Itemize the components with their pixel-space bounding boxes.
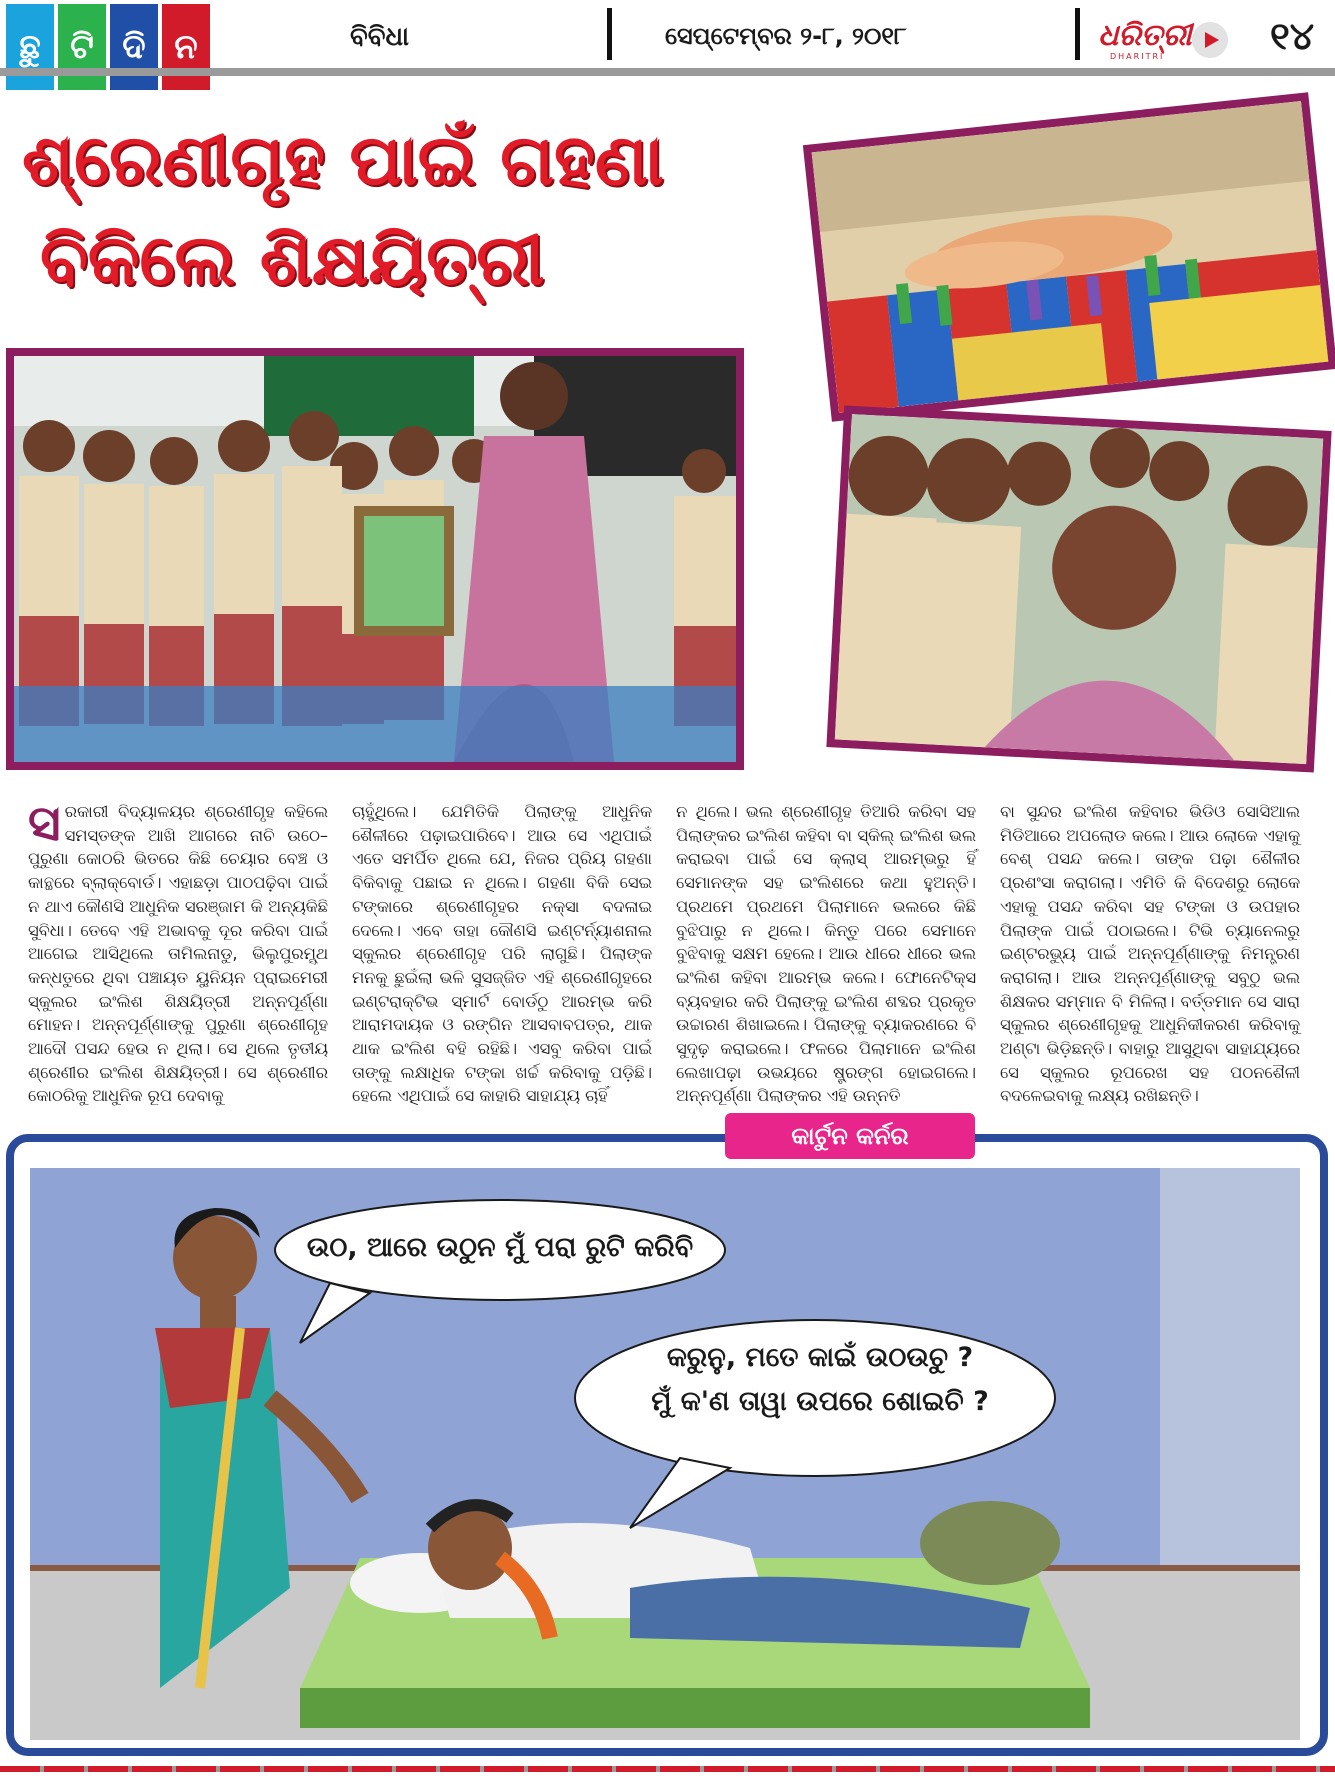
article-text: ଚାହୁଁଥିଲେ। ଯେମିତିକି ପିଲାଙ୍କୁ ଆଧୁନିକ ଶୈଳୀରେ ପଢ଼ାଇପାରିବେ। ଆଉ ସେ ଏଥିପାଇଁ ଏତେ ସମର୍ପିତ ଥିଲେ ଯେ, ନିଜର ପ୍ରିୟ ଗହଣା ବିକିବାକୁ ପଛାଇ ନ ଥିଲେ। ଗହଣା ବିକି ସେଇ ଟଙ୍କାରେ ଶ୍ରେଣୀଗୃହର ନକ୍ସା ବଦଳାଇ ଦେଲେ। ଏବେ ତାହା କୌଣସି ଇଣ୍ଟର୍ନ୍ୟାଶନାଲ ସ୍କୁଲର ଶ୍ରେଣୀଗୃହ ପରି ଲାଗୁଛି। ପିଲାଙ୍କ ମନକୁ ଛୁଇଁଲା ଭଳି ସୁସଜ୍ଜିତ ଏହି ଶ୍ରେଣୀଗୃହରେ ଇଣ୍ଟରାକ୍ଟିଭ ସ୍ମାର୍ଟ ବୋର୍ଡଠୁ ଆରମ୍ଭ କରି ଆରାମଦାୟକ ଓ ରଙ୍ଗିନ ଆସବାବପତ୍ର, ଥାକ ଥାକ ଇଂଲିଶ ବହି ରହିଛି। ଏସବୁ କରିବା ପାଇଁ ତାଙ୍କୁ ଲକ୍ଷାଧିକ ଟଙ୍କା ଖର୍ଚ୍ଚ କରିବାକୁ ପଡ଼ିଛି। ହେଲେ ଏଥିପାଇଁ ସେ କାହାରି ସାହାଯ୍ୟ ଚାହିଁ [352,802,652,1106]
footer-bar [0,1766,1335,1772]
brand-logo: ଧରିତ୍ରୀ [1098,18,1192,53]
dropcap: ସ [28,794,61,852]
article-column-3 [676,800,976,1108]
article-text: ବା ସୁନ୍ଦର ଇଂଲିଶ କହିବାର ଭିଡିଓ ସୋସିଆଲ ମିଡିଆରେ ଅପଲୋଡ କଲେ। ଆଉ ଲୋକେ ଏହାକୁ ବେଶ୍ ପସନ୍ଦ କଲେ। ତାଙ୍କ ପଢ଼ା ଶୈଳୀର ପ୍ରଶଂସା କରାଗଲା। ଏମିତି କି ବିଦେଶରୁ ଲୋକେ ଏହାକୁ ପସନ୍ଦ କରିବା ସହ ଟଙ୍କା ଓ ଉପହାର ପିଲାଙ୍କ ପାଇଁ ପଠାଇଲେ। ଟିଭି ଚ୍ୟାନେଲରୁ ଇଣ୍ଟରଭ୍ୟୁ ପାଇଁ ଅନ୍ନପୂର୍ଣ୍ଣାଙ୍କୁ ନିମନ୍ତ୍ରଣ କରାଗଲା। ଆଉ ଅନ୍ନପୂର୍ଣ୍ଣାଙ୍କୁ ସବୁଠୁ ଭଲ ଶିକ୍ଷକର ସମ୍ମାନ ବି ମିଳିଲା। ବର୍ତ୍ତମାନ ସେ ସାରା ସ୍କୁଲର ଶ୍ରେଣୀଗୃହକୁ ଆଧୁନିକୀକରଣ କରିବାକୁ ଅଣ୍ଟା ଭିଡ଼ିଛନ୍ତି। ବାହାରୁ ଆସୁଥିବା ସାହାଯ୍ୟରେ ସେ ସ୍କୁଲର ରୂପରେଖ ସହ ପଠନଶୈଳୀ ବଦଳେଇବାକୁ ଲକ୍ଷ୍ୟ ରଖିଛନ୍ତି। [1000,802,1300,1106]
article-text: ନ ଥିଲେ। ଭଲ ଶ୍ରେଣୀଗୃହ ତିଆରି କରିବା ସହ ପିଲାଙ୍କର ଇଂଲିଶ କହିବା ବା ସ୍କିଲ୍ ଇଂଲିଶ ଭଲ କରାଇବା ପାଇଁ ସେ କ୍ଲାସ୍ ଆରମ୍ଭରୁ ହିଁ ସେମାନଙ୍କ ସହ ଇଂଲିଶରେ କଥା ହୁଅନ୍ତି। ପ୍ରଥମେ ପ୍ରଥମେ ପିଲାମାନେ ଭଲରେ କିଛି ବୁଝିପାରୁ ନ ଥିଲେ। କିନ୍ତୁ ପରେ ସେମାନେ ବୁଝିବାକୁ ସକ୍ଷମ ହେଲେ। ଆଉ ଧୀରେ ଧୀରେ ଭଲ ଇଂଲିଶ କହିବା ଆରମ୍ଭ କଲେ। ଫୋନେଟିକ୍ସ ବ୍ୟବହାର କରି ପିଲାଙ୍କୁ ଇଂଲିଶ ଶବ୍ଦର ପ୍ରକୃତ ଉଚ୍ଚାରଣ ଶିଖାଇଲେ। ପିଲାଙ୍କୁ ବ୍ୟାକରଣରେ ବି ସୁଦୃଢ଼ କରାଇଲେ। ଫଳରେ ପିଲାମାନେ ଇଂଲିଶ ଲେଖାପଢ଼ା ଉଭୟରେ ଷ୍ଟ୍ରଙ୍ଗ ହୋଇଗଲେ। ଅନ୍ନପୂର୍ଣ୍ଣା ପିଲାଙ୍କର ଏହି ଉନ୍ନତି [676,802,976,1106]
header-bar [0,68,1335,76]
article-text: ରକାରୀ ବିଦ୍ୟାଳୟର ଶ୍ରେଣୀଗୃହ କହିଲେ ସମସ୍ତଙ୍କ ଆଖି ଆଗରେ ନାଚି ଉଠେ– ପୁରୁଣା କୋଠରି ଭିତରେ କିଛି ଚେୟାର ବେଞ୍ଚ ଓ କାନ୍ଥରେ ବ୍ଲାକ୍‌ବୋର୍ଡ। ଏହାଛଡ଼ା ପାଠପଢ଼ିବା ପାଇଁ ନ ଥାଏ କୌଣସି ଆଧୁନିକ ସରଞ୍ଜାମ କି ଅନ୍ୟକିଛି ସୁବିଧା। ତେବେ ଏହି ଅଭାବକୁ ଦୂର କରିବା ପାଇଁ ଆଗେଇ ଆସିଥିଲେ ତାମିଲନାଡୁ, ଭିଲୁପୁରମ୍ସ୍ଥ କନ୍ଧତୁରେ ଥିବା ପଞ୍ଚାୟତ ୟୁନିୟନ ପ୍ରାଇମେରୀ ସ୍କୁଲର ଇଂଲିଶ ଶିକ୍ଷୟିତ୍ରୀ ଅନ୍ନପୂର୍ଣ୍ଣା ମୋହନ। ଅନ୍ନପୂର୍ଣ୍ଣାଙ୍କୁ ପୁରୁଣା ଶ୍ରେଣୀଗୃହ ଆଦୌ ପସନ୍ଦ ହେଉ ନ ଥିଲା। ସେ ଥିଲେ ତୃତୀୟ ଶ୍ରେଣୀର ଇଂଲିଶ ଶିକ୍ଷୟିତ୍ରୀ। ସେ ଶ୍ରେଣୀର କୋଠରିକୁ ଆଧୁନିକ ରୂପ ଦେବାକୁ [28,802,328,1106]
page-number: ୧୪ [1270,14,1315,58]
section-name: ବିବିଧା [350,22,409,52]
play-icon[interactable] [1192,22,1228,58]
cartoon-corner-tag: କାର୍ଟୁନ କର୍ନର [725,1113,975,1159]
logo-tile-1: ଛୁ [6,4,54,90]
issue-date: ସେପ୍ଟେମ୍ବର ୨-୮, ୨୦୧୮ [665,22,907,50]
headline-line-1: ଶ୍ରେଣୀଗୃହ ପାଇଁ ଗହଣା [22,119,664,201]
brand-subtitle: DHARITRI [1110,52,1165,61]
logo-tile-2: ଟି [58,4,106,90]
speech-bubble-man-line-1: କରୁନୁ, ମତେ କାଇଁ ଉଠଉଚୁ ? [666,1342,974,1373]
photo-classroom-image [812,101,1329,413]
article-column-2 [352,800,652,1108]
headline-line-2: ବିକିଲେ ଶିକ୍ଷୟିତ୍ରୀ [40,219,545,301]
article-column-1 [28,794,328,1108]
photo-teacher-selfie-image [835,414,1323,764]
photo-teacher-selfie [826,405,1331,772]
header-divider [607,8,612,60]
logo-tile-4: ନ [162,4,210,90]
cartoon-panel [30,1168,1300,1740]
speech-bubble-woman: ଉଠ, ଆରେ ଉଠୁନ ମୁଁ ପରା ରୁଟି କରିବି [306,1232,694,1263]
header-divider [1075,8,1080,60]
logo-tile-3: ଦି [110,4,158,90]
photo-teacher-students-image [14,356,736,762]
photo-classroom [803,92,1335,422]
speech-bubble-man-line-2: ମୁଁ କ'ଣ ତାୱା ଉପରେ ଶୋଇଚି ? [651,1386,989,1417]
article-column-4 [1000,800,1300,1108]
photo-teacher-students [6,348,744,770]
